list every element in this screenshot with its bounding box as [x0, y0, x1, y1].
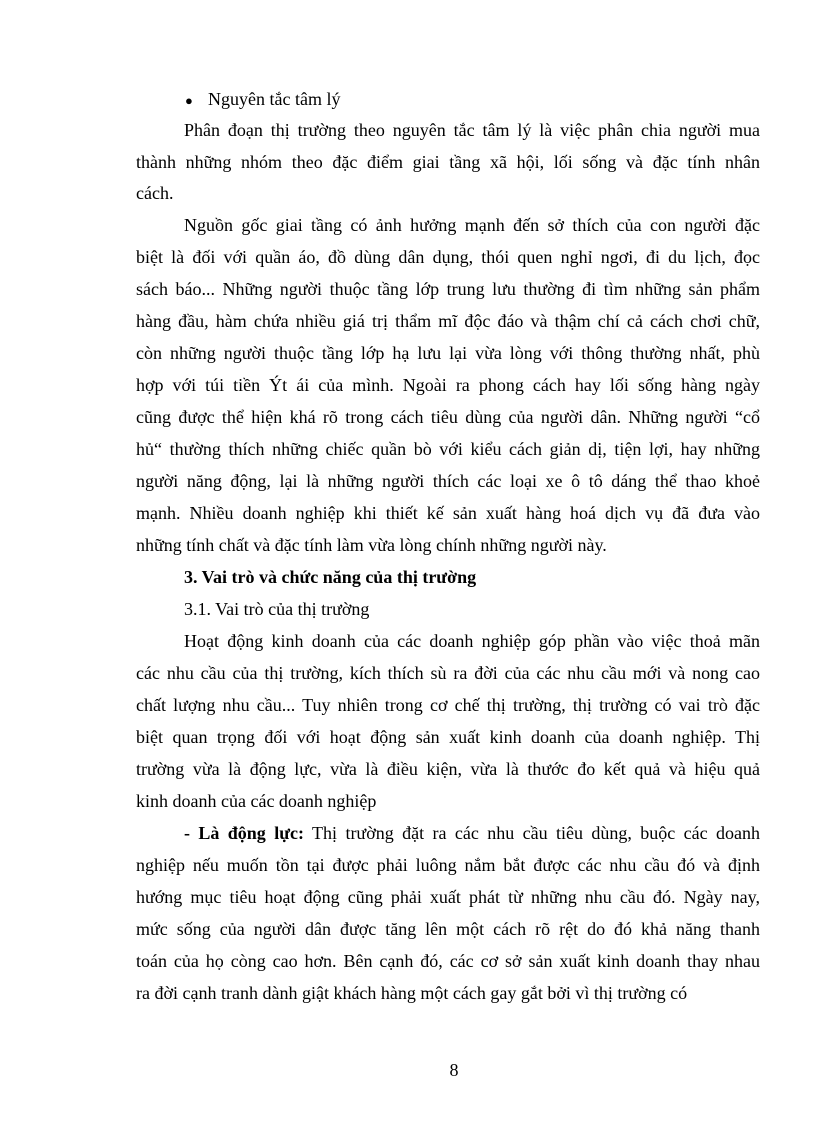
paragraph-line: Nguồn gốc giai tầng có ảnh hưởng mạnh đến sở thích của con người đặc [184, 215, 760, 235]
section-heading: 3. Vai trò và chức năng của thị trường [184, 567, 477, 587]
bullet-icon: ● [185, 93, 193, 108]
paragraph-line: Phân đoạn thị trường theo nguyên tắc tâm lý là việc phân chia người mua [184, 120, 760, 140]
paragraph-line [184, 822, 760, 844]
paragraph-line: kinh doanh của các doanh nghiệp [136, 791, 377, 811]
paragraph-line: các nhu cầu của thị trường, kích thích sù ra đời của các nhu cầu mới và nong cao [136, 663, 760, 683]
paragraph-line: người năng động, lại là những người thích các loại xe ô tô dáng thể thao khoẻ [136, 471, 760, 491]
paragraph-line: hủ“ thường thích những chiếc quần bò với kiểu cách giản dị, tiện lợi, hay những [136, 439, 760, 459]
paragraph-line: còn những người thuộc tầng lớp hạ lưu lại vừa lòng với thông thường nhất, phù [136, 343, 760, 363]
bullet-label: Nguyên tắc tâm lý [208, 89, 341, 109]
paragraph-line: cũng được thể hiện khá rõ trong cách tiêu dùng của người dân. Những người “cổ [136, 407, 760, 427]
paragraph-line: toán của họ còng cao hơn. Bên cạnh đó, các cơ sở sản xuất kinh doanh thay nhau [136, 951, 760, 971]
paragraph-line: hàng đầu, hàm chứa nhiều giá trị thẩm mĩ độc đáo và thậm chí cả cách chơi chữ, [136, 311, 760, 331]
lead-rest: Thị trường đặt ra các nhu cầu tiêu dùng, buộc các doanh [303, 823, 760, 843]
paragraph-line: hướng mục tiêu hoạt động cũng phải xuất phát từ những nhu cầu đó. Ngày nay, [136, 887, 760, 907]
paragraph-line: sách báo... Những người thuộc tầng lớp trung lưu thường đi tìm những sản phẩm [136, 279, 760, 299]
paragraph-line: hợp với túi tiền Ýt ái của mình. Ngoài ra phong cách hay lối sống hàng ngày [136, 375, 760, 395]
paragraph-line: ra đời cạnh tranh dành giật khách hàng một cách gay gắt bởi vì thị trường có [136, 983, 688, 1003]
paragraph-line: những tính chất và đặc tính làm vừa lòng chính những người này. [136, 535, 607, 555]
paragraph-line: trường vừa là động lực, vừa là điều kiện, vừa là thước đo kết quả và hiệu quả [136, 759, 760, 779]
paragraph-line: Hoạt động kinh doanh của các doanh nghiệp góp phần vào việc thoả mãn [184, 631, 760, 651]
paragraph-line: biệt quan trọng đối với hoạt động sản xuất kinh doanh của doanh nghiệp. Thị [136, 727, 760, 747]
subsection-heading: 3.1. Vai trò của thị trường [184, 599, 370, 619]
paragraph-line: mạnh. Nhiều doanh nghiệp khi thiết kế sản xuất hàng hoá dịch vụ đã đưa vào [136, 503, 760, 523]
paragraph-line: cách. [136, 183, 174, 203]
bold-lead: - Là động lực: [184, 823, 304, 843]
paragraph-line: biệt là đối với quần áo, đồ dùng dân dụng, thói quen nghỉ ngơi, đi du lịch, đọc [136, 247, 760, 267]
page-number: 8 [449, 1060, 459, 1080]
paragraph-line: mức sống của người dân được tăng lên một cách rõ rệt do đó khả năng thanh [136, 919, 760, 939]
paragraph-line: chất lượng nhu cầu... Tuy nhiên trong cơ chế thị trường, thị trường có vai trò đặc [136, 695, 760, 715]
paragraph-line: nghiệp nếu muốn tồn tại được phải luông nắm bắt được các nhu cầu đó và định [136, 855, 760, 875]
paragraph-line: thành những nhóm theo đặc điểm giai tầng xã hội, lối sống và đặc tính nhân [136, 152, 760, 172]
